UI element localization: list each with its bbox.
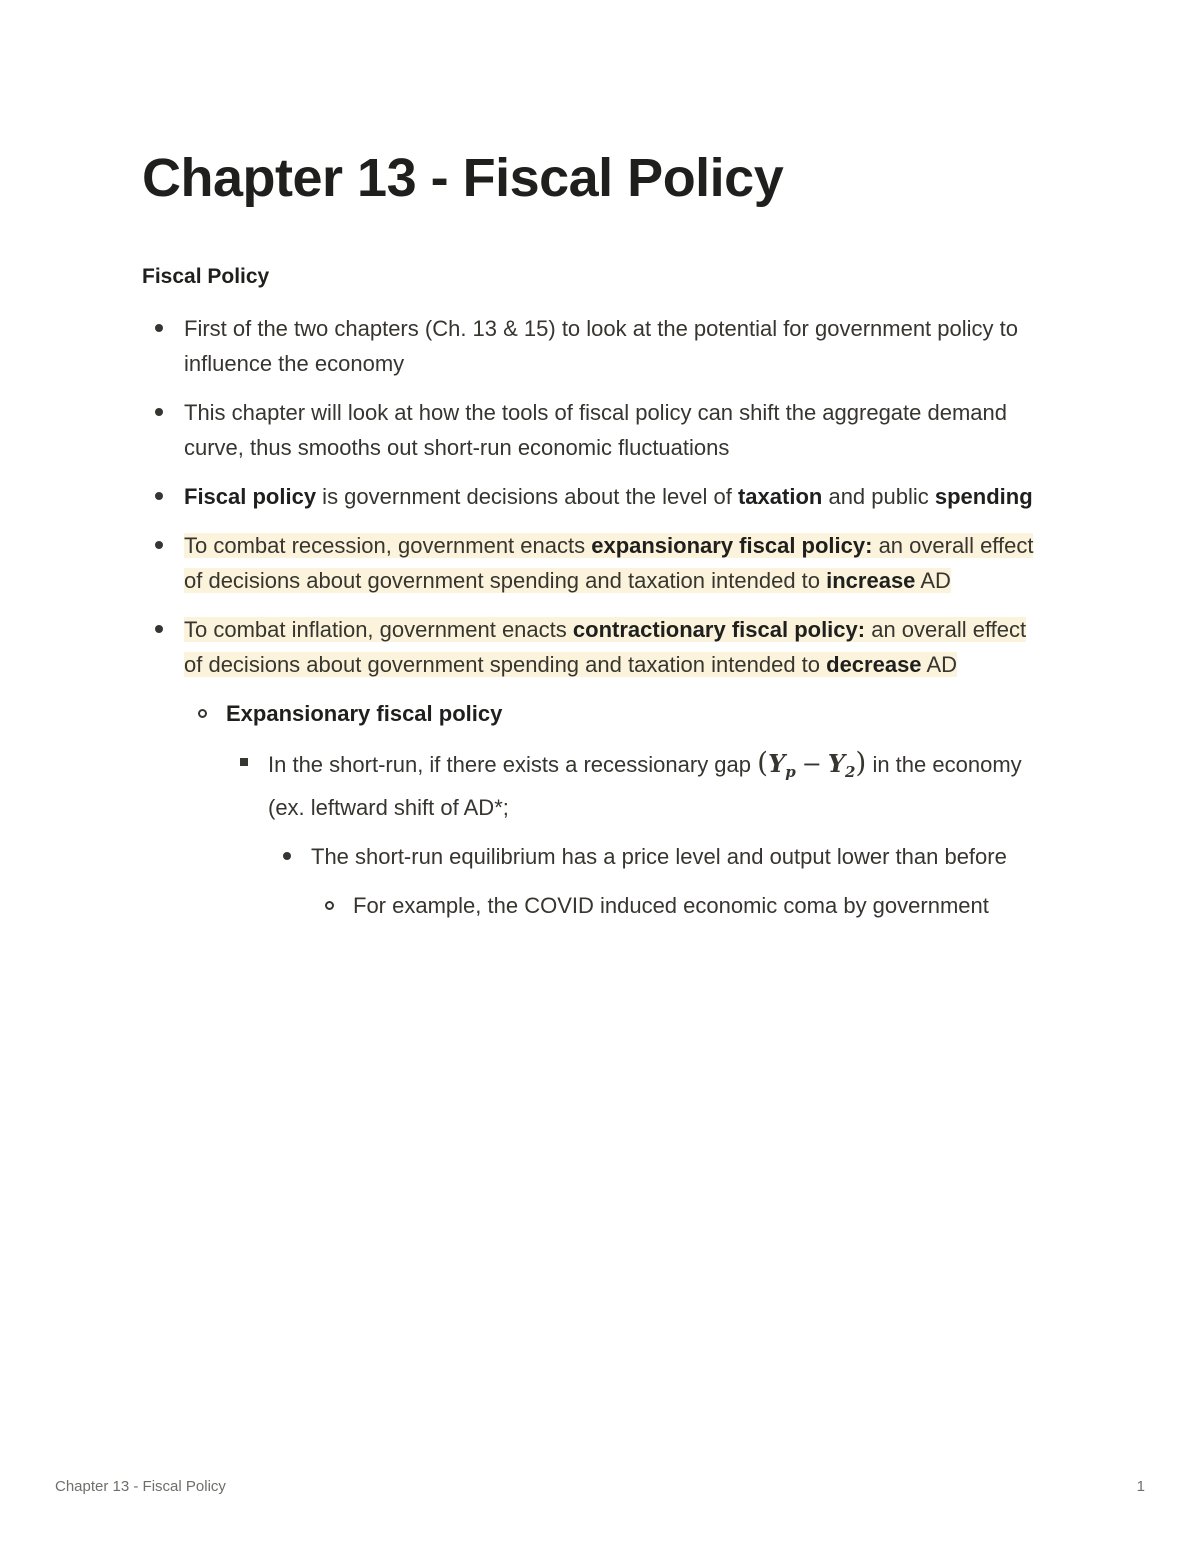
bullet-disc-icon [155,324,163,332]
section-heading: Fiscal Policy [142,265,270,288]
bullet-disc-icon [155,625,163,633]
bullet-circle-icon [325,901,334,910]
list-item-text: To combat inflation, government enacts [184,617,573,642]
list-item-highlighted [142,612,1047,682]
list-item [142,839,1047,874]
bold-term: taxation [737,484,823,509]
page-number: 1 [1136,1478,1145,1495]
list-item [142,311,1047,381]
list-item-highlighted [142,528,1047,598]
bullet-square-icon [240,758,248,766]
list-item-text: To combat recession, government enacts [184,533,592,558]
highlight [184,533,1033,593]
bullet-disc-icon [155,408,163,416]
bold-term: spending [934,484,1033,509]
list-item-text: an overall effect of decisions about government spending and taxation intended to [184,533,1034,593]
page-footer [55,1478,1145,1495]
list-item-text: AD [915,568,951,593]
footer-title: Chapter 13 - Fiscal Policy [55,1478,226,1495]
bullet-circle-icon [198,709,207,718]
bullet-list [142,311,1047,923]
bold-term: decrease [826,652,922,677]
list-item-text: is government decisions about the level of [316,484,738,509]
list-item [142,888,1047,923]
list-item-text: in the economy (ex. leftward shift of AD*; [268,752,1022,820]
bullet-disc-icon [155,541,163,549]
bold-term: expansionary fiscal policy: [591,533,873,558]
bold-term: increase [826,568,916,593]
bold-term: contractionary fiscal policy: [572,617,866,642]
list-item [142,696,1047,731]
list-item-text: In the short-run, if there exists a recessionary gap [268,752,758,777]
highlight [184,617,1026,677]
list-item-text: For example, the COVID induced economic coma by government [353,893,989,918]
content [142,311,1047,937]
list-item [142,395,1047,465]
list-item [142,479,1047,514]
list-item-text: The short-run equilibrium has a price level and output lower than before [311,844,1007,869]
math-expression: $(Y_p - Y_2)$ [757,746,867,781]
bold-term: Fiscal policy [184,484,317,509]
list-item-text: This chapter will look at how the tools of fiscal policy can shift the aggregate demand curve, thus smooths out short-run economic fluctuations [184,400,1008,460]
list-item-text: AD [921,652,958,677]
subheading: Expansionary fiscal policy [226,701,503,726]
list-item-text: and public [822,484,935,509]
list-item-text: First of the two chapters (Ch. 13 & 15) to look at the potential for government policy to influence the economy [184,316,1018,376]
bullet-disc-icon [155,492,163,500]
list-item [142,745,1047,825]
page-title: Chapter 13 - Fiscal Policy [142,148,784,208]
list-item-text: an overall effect of decisions about government spending and taxation intended to [184,617,1027,677]
bullet-disc-icon [283,852,291,860]
